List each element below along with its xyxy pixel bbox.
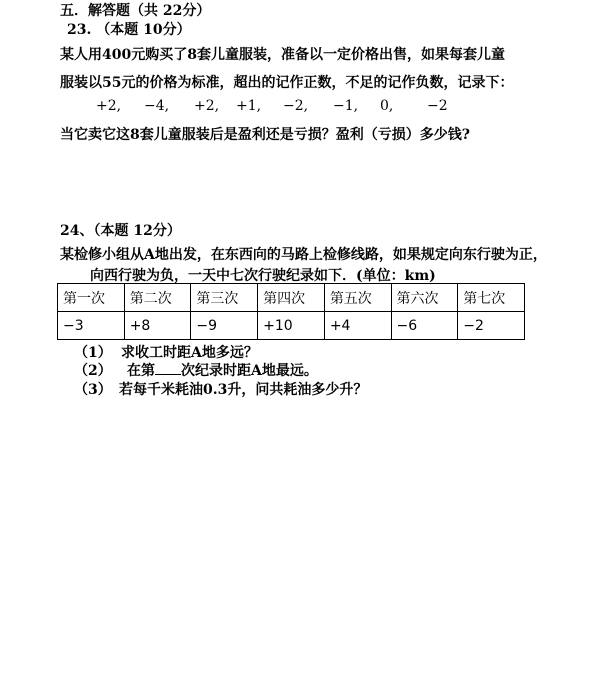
q24-sub3-text: 若每千米耗油0.3升，问共耗油多少升？ [119, 382, 368, 398]
table-header-cell: 第一次 [58, 284, 125, 312]
q24-sub3-number: （3） [74, 382, 112, 398]
table-header-cell: 第五次 [324, 284, 391, 312]
q24-sub1-text: 求收工时距A地多远？ [121, 345, 258, 361]
table-header-cell: 第二次 [124, 284, 191, 312]
q23-value: −1, [333, 98, 359, 114]
table-cell: +8 [124, 312, 191, 340]
q24-line2: 向西行驶为负，一天中七次行驶纪录如下．(单位：km) [90, 268, 436, 284]
q23-line2: 服装以55元的价格为标准，超出的记作正数，不足的记作负数，记录下： [60, 75, 514, 91]
q23-value: +2, [96, 98, 122, 114]
table-cell: +10 [258, 312, 325, 340]
table-cell: −9 [191, 312, 258, 340]
table-row [58, 312, 525, 340]
table-header-cell: 第四次 [258, 284, 325, 312]
q24-sub2-text [127, 360, 318, 380]
q24-sub2-text-after: 次纪录时距A地最远。 [181, 363, 318, 379]
q24-header: 24、（本题 12分） [60, 223, 181, 239]
q24-sub1-number: （1） [74, 345, 112, 361]
q23-question: 当它卖它这8套儿童服装后是盈利还是亏损？盈利（亏损）多少钱? [60, 127, 470, 143]
q24-sub2-text-before: 在第 [127, 363, 155, 379]
table-cell: +4 [324, 312, 391, 340]
table-header-row [58, 284, 525, 312]
q24-sub2-number: （2） [74, 363, 112, 379]
q24-line1: 某检修小组从A地出发，在东西向的马路上检修线路，如果规定向东行驶为正， [60, 247, 547, 263]
table-cell: −6 [391, 312, 458, 340]
q23-line1: 某人用400元购买了8套儿童服装，准备以一定价格出售，如果每套儿童 [60, 47, 505, 63]
table-header-cell: 第三次 [191, 284, 258, 312]
table-cell: −2 [458, 312, 525, 340]
q23-value: −4, [144, 98, 170, 114]
q23-value: +1, [236, 98, 262, 114]
q23-value: 0, [380, 98, 394, 114]
table-header-cell: 第六次 [391, 284, 458, 312]
q23-value: +2, [194, 98, 220, 114]
table-header-cell: 第七次 [458, 284, 525, 312]
table-cell: −3 [58, 312, 125, 340]
q23-value: −2, [283, 98, 309, 114]
drive-record-table [57, 283, 525, 340]
section-title: 五．解答题（共 22分） [60, 3, 211, 19]
q23-header: 23. （本题 10分） [67, 22, 191, 38]
q23-value: −2 [427, 98, 448, 114]
answer-blank [155, 361, 181, 375]
